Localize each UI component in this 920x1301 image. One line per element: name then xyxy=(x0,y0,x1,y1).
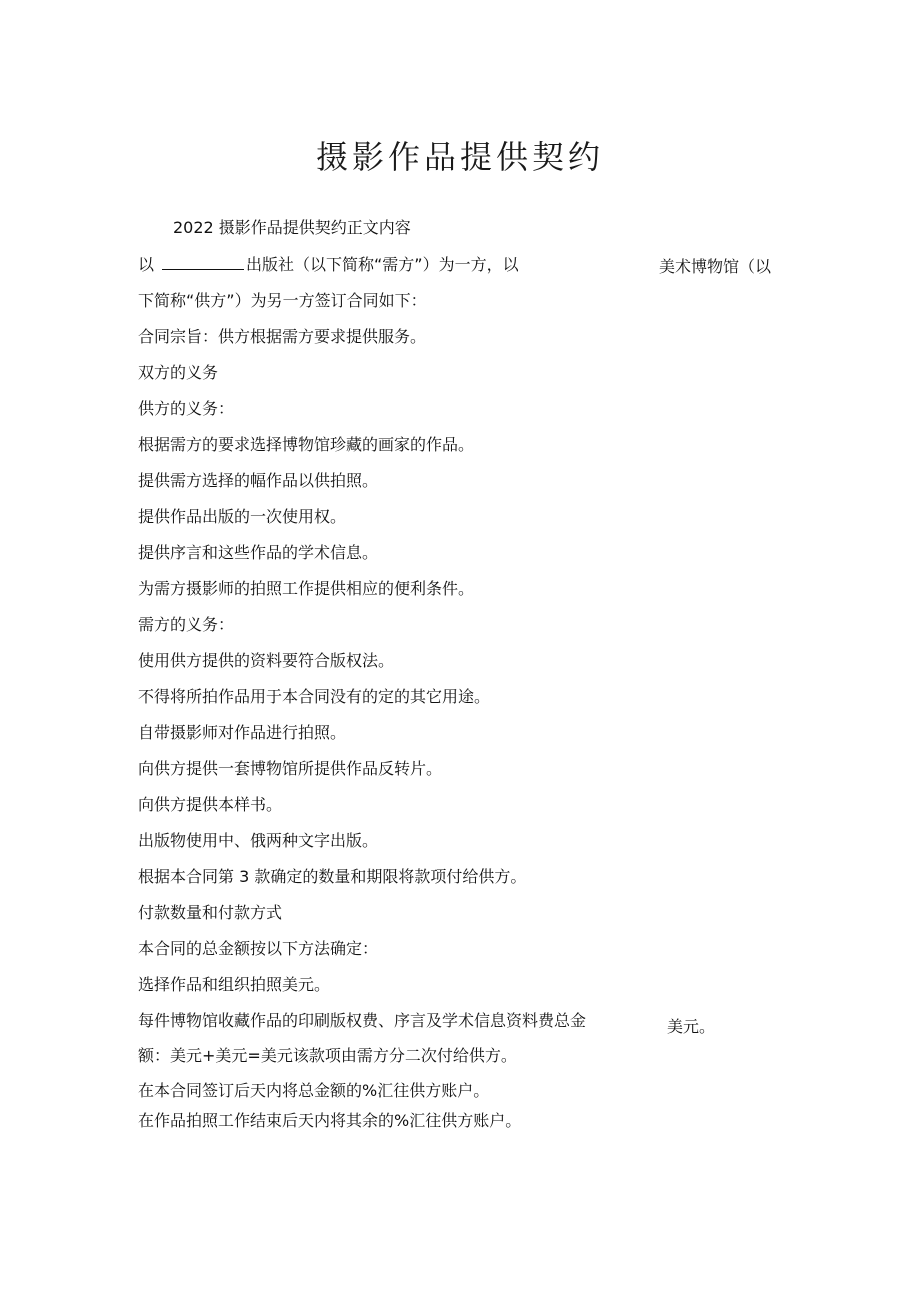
text-line: 为需方摄影师的拍照工作提供相应的便利条件。 xyxy=(138,579,475,598)
intro-right: 美术博物馆（以 xyxy=(659,257,772,276)
document-subtitle: 2022 摄影作品提供契约正文内容 xyxy=(173,218,411,237)
intro-prefix: 以 xyxy=(138,255,155,274)
text-line: 合同宗旨：供方根据需方要求提供服务。 xyxy=(138,327,427,346)
intro-line xyxy=(138,255,519,275)
intro-continued: 下简称“供方”）为另一方签订合同如下： xyxy=(138,291,427,310)
text-line: 提供序言和这些作品的学术信息。 xyxy=(138,543,379,562)
text-line: 在作品拍照工作结束后天内将其余的%汇往供方账户。 xyxy=(138,1111,522,1130)
intro-middle: 出版社（以下简称“需方”）为一方，以 xyxy=(246,255,519,274)
text-line: 不得将所拍作品用于本合同没有的定的其它用途。 xyxy=(138,687,491,706)
text-line: 本合同的总金额按以下方法确定： xyxy=(138,939,379,958)
document-title: 摄影作品提供契约 xyxy=(315,138,604,176)
fee-line-right: 美元。 xyxy=(667,1017,716,1036)
text-line: 向供方提供一套博物馆所提供作品反转片。 xyxy=(138,759,443,778)
text-line: 双方的义务 xyxy=(138,363,219,382)
text-line: 向供方提供本样书。 xyxy=(138,795,283,814)
text-line: 选择作品和组织拍照美元。 xyxy=(138,975,331,994)
fee-line: 每件博物馆收藏作品的印刷版权费、序言及学术信息资料费总金 xyxy=(138,1011,587,1030)
text-line: 根据本合同第 3 款确定的数量和期限将款项付给供方。 xyxy=(138,867,527,886)
blank-field xyxy=(162,255,244,270)
text-line: 出版物使用中、俄两种文字出版。 xyxy=(138,831,379,850)
text-line: 额：美元+美元=美元该款项由需方分二次付给供方。 xyxy=(138,1046,517,1065)
text-line: 在本合同签订后天内将总金额的%汇往供方账户。 xyxy=(138,1081,490,1100)
text-line: 付款数量和付款方式 xyxy=(138,903,283,922)
text-line: 供方的义务： xyxy=(138,399,235,418)
text-line: 自带摄影师对作品进行拍照。 xyxy=(138,723,347,742)
text-line: 需方的义务： xyxy=(138,615,235,634)
text-line: 根据需方的要求选择博物馆珍藏的画家的作品。 xyxy=(138,435,475,454)
text-line: 提供作品出版的一次使用权。 xyxy=(138,507,347,526)
text-line: 提供需方选择的幅作品以供拍照。 xyxy=(138,471,379,490)
text-line: 使用供方提供的资料要符合版权法。 xyxy=(138,651,395,670)
